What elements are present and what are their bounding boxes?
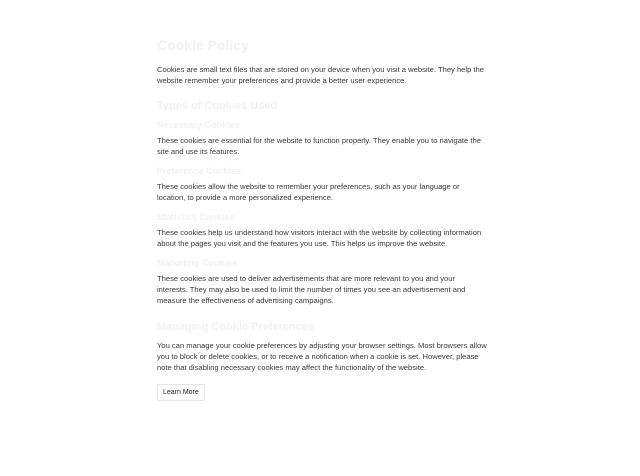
intro-paragraph: Cookies are small text files that are stored on your device when you visit a website. They help the website remember your preferences and provide a better user experience. <box>157 65 484 85</box>
cookie-policy-content <box>157 36 487 401</box>
learn-more-button[interactable]: Learn More <box>157 384 205 401</box>
preference-cookies-title: Preference Cookies <box>157 166 242 176</box>
manage-section-text: You can manage your cookie preferences by adjusting your browser settings. Most browsers allow you to block or delete cookies, or to receive a notification when a cookie is set. However, please note that disabling necessary cookies may affect the functionality of the website. <box>157 341 487 372</box>
statistics-cookies-title: Statistics Cookies <box>157 212 235 222</box>
page-title: Cookie Policy <box>157 37 249 53</box>
preference-cookies-text: These cookies allow the website to remember your preferences, such as your language or location, to provide a more personalized experience. <box>157 182 460 202</box>
necessary-cookies-text: These cookies are essential for the website to function properly. They enable you to navigate the site and use its features. <box>157 136 481 156</box>
statistics-cookies-text: These cookies help us understand how visitors interact with the website by collecting information about the pages you visit and the features you use. This helps us improve the website. <box>157 228 482 248</box>
marketing-cookies-title: Marketing Cookies <box>157 258 238 268</box>
types-section-heading: Types of Cookies Used <box>157 100 278 112</box>
necessary-cookies-title: Necessary Cookies <box>157 120 240 130</box>
marketing-cookies-text: These cookies are used to deliver advertisements that are more relevant to you and your interests. They may also be used to limit the number of times you see an advertisement and measure the effectiveness of advertising campaigns. <box>157 274 466 305</box>
manage-section-heading: Managing Cookie Preferences <box>157 321 315 333</box>
